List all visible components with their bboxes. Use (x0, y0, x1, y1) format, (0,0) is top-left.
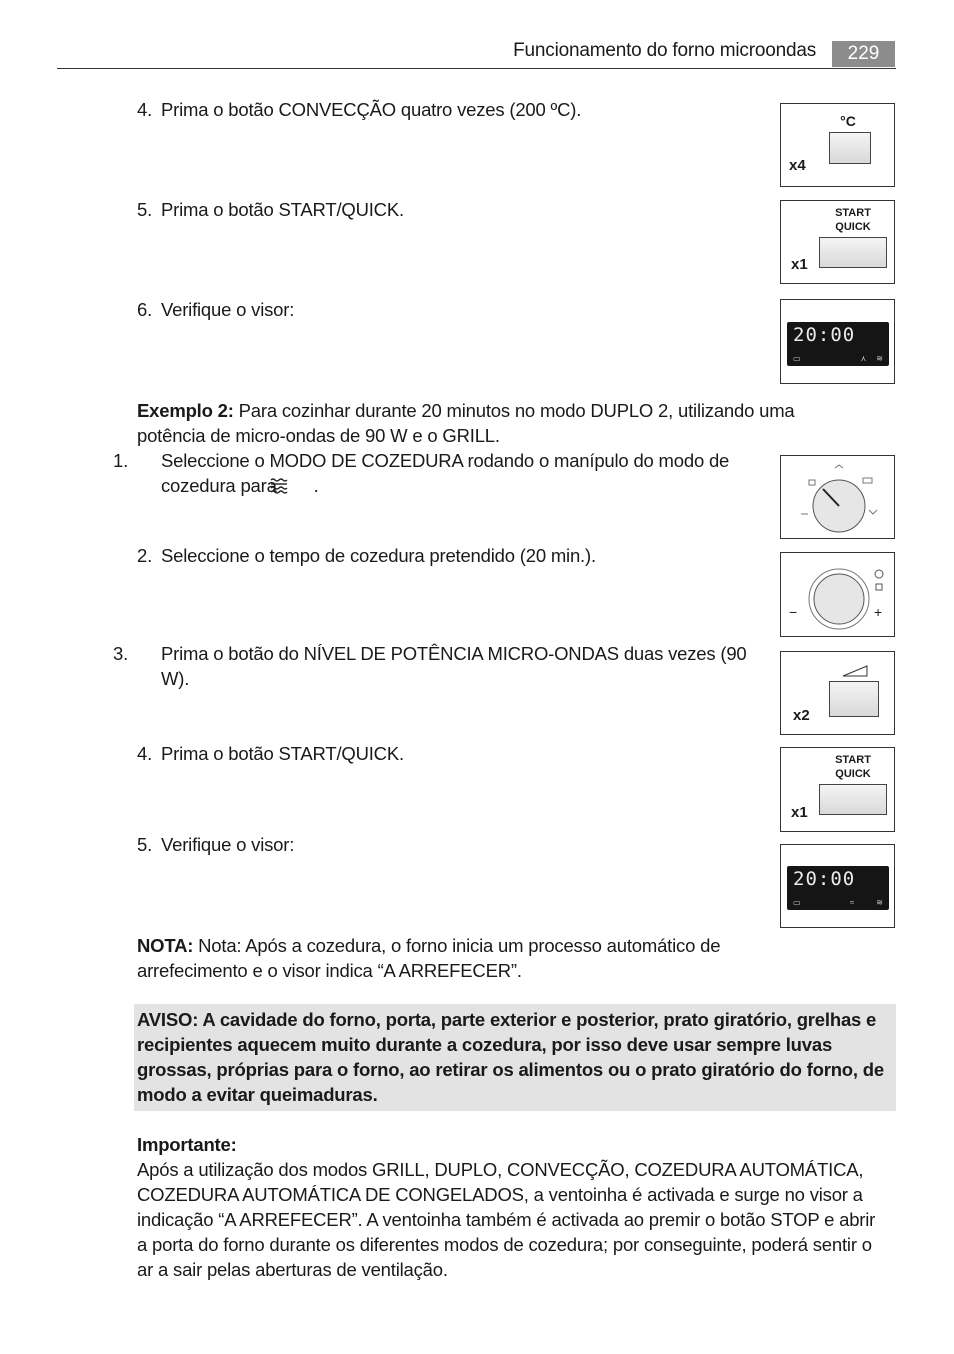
duplo-icon: ≈ (849, 898, 855, 907)
duplo-mode-icon (292, 476, 314, 494)
step-text: Verifique o visor: (161, 834, 295, 855)
note-label: NOTA: (137, 935, 194, 956)
step-start-quick (137, 197, 762, 222)
step-number: 2. (137, 545, 153, 566)
fan-icon: ⋏ (860, 354, 867, 363)
display-digits: 20:00 (793, 324, 856, 346)
step-text: Prima o botão CONVECÇÃO quatro vezes (200 ºC). (161, 99, 582, 120)
example-step-mode (113, 448, 786, 498)
celsius-symbol: °C (840, 113, 856, 129)
step-end-punct: . (313, 475, 319, 496)
step-number: 3. (113, 643, 129, 664)
oven-display (787, 322, 889, 366)
step-text: Prima o botão do NÍVEL DE POTÊNCIA MICRO-ONDAS duas vezes (90 W). (161, 643, 747, 689)
step-text: Seleccione o MODO DE COZEDURA rodando o manípulo do modo de cozedura para (161, 450, 730, 496)
press-count: x2 (793, 707, 810, 724)
minus-label: − (789, 604, 798, 620)
step-number: 6. (137, 299, 153, 320)
display-figure (780, 299, 895, 384)
microwave-icon: ≋ (876, 354, 883, 363)
display-status-icons (793, 354, 883, 363)
press-count: x1 (791, 804, 808, 821)
door-icon: ▭ (793, 898, 801, 907)
important-label: Importante: (137, 1134, 237, 1155)
example-2-label: Exemplo 2: (137, 400, 234, 421)
display-figure-2 (780, 844, 895, 928)
quick-label: QUICK (835, 768, 871, 780)
start-label: START (835, 207, 871, 219)
start-quick-figure (780, 200, 895, 284)
note-text: Nota: Após a cozedura, o forno inicia um processo automático de arrefecimento e o visor indica “A ARREFECER”. (137, 935, 721, 981)
page-header-title: Funcionamento do forno microondas (513, 40, 816, 61)
time-knob-figure (780, 552, 895, 637)
example-step-time (137, 543, 762, 568)
example-2-intro (137, 398, 857, 448)
oven-display (787, 866, 889, 910)
step-text: Prima o botão START/QUICK. (161, 199, 404, 220)
convection-button-figure (780, 103, 895, 187)
display-status-icons (793, 898, 883, 907)
header-divider (57, 68, 896, 69)
press-count: x1 (791, 256, 808, 273)
step-check-display (137, 297, 762, 322)
start-quick-button[interactable] (819, 784, 887, 815)
convection-button[interactable] (829, 132, 871, 164)
start-quick-figure-2 (780, 747, 895, 832)
example-step-power (113, 641, 771, 691)
power-level-button[interactable] (829, 681, 879, 717)
step-number: 4. (137, 99, 153, 120)
warning-text: AVISO: A cavidade do forno, porta, parte exterior e posterior, prato giratório, grelhas e recipientes aquecem muito durante a cozedura, por isso deve usar sempre luvas grossas, próprias para o forno, ao retirar os alimentos ou o prato giratório do forno, de modo a evitar queimaduras. (137, 1009, 884, 1105)
power-button-figure (780, 651, 895, 735)
plus-label: + (874, 604, 883, 620)
time-knob[interactable] (814, 574, 864, 624)
mode-knob-figure (780, 455, 895, 539)
start-quick-button[interactable] (819, 237, 887, 268)
mode-knob[interactable] (813, 480, 865, 532)
example-2-text: Para cozinhar durante 20 minutos no modo DUPLO 2, utilizando uma potência de micro-ondas de 90 W e o GRILL. (137, 400, 795, 446)
example-step-display (137, 832, 762, 857)
power-level-icon (841, 664, 871, 678)
important-text: Após a utilização dos modos GRILL, DUPLO, CONVECÇÃO, COZEDURA AUTOMÁTICA, COZEDURA AUTOMÁTICA DE CONGELADOS, a ventoinha é activada e surge no visor a indicação “A ARREFECER”. A ventoinha também é activada ao premir o botão STOP e abrir a porta do forno durante os diferentes modos de cozedura; por conseguinte, poderá sentir o ar a sair pelas aberturas de ventilação. (137, 1159, 876, 1280)
display-digits: 20:00 (793, 868, 856, 890)
page-number: 229 (832, 41, 895, 67)
step-convection (137, 97, 762, 122)
step-number: 5. (137, 834, 153, 855)
step-text: Verifique o visor: (161, 299, 295, 320)
step-number: 1. (113, 450, 129, 471)
start-label: START (835, 754, 871, 766)
example-step-start (137, 741, 762, 766)
step-text: Seleccione o tempo de cozedura pretendido (20 min.). (161, 545, 596, 566)
press-count: x4 (789, 157, 806, 174)
step-text: Prima o botão START/QUICK. (161, 743, 404, 764)
note-paragraph (137, 933, 777, 983)
step-number: 5. (137, 199, 153, 220)
quick-label: QUICK (835, 221, 871, 233)
microwave-icon: ≋ (876, 898, 883, 907)
door-icon: ▭ (793, 354, 801, 363)
step-number: 4. (137, 743, 153, 764)
